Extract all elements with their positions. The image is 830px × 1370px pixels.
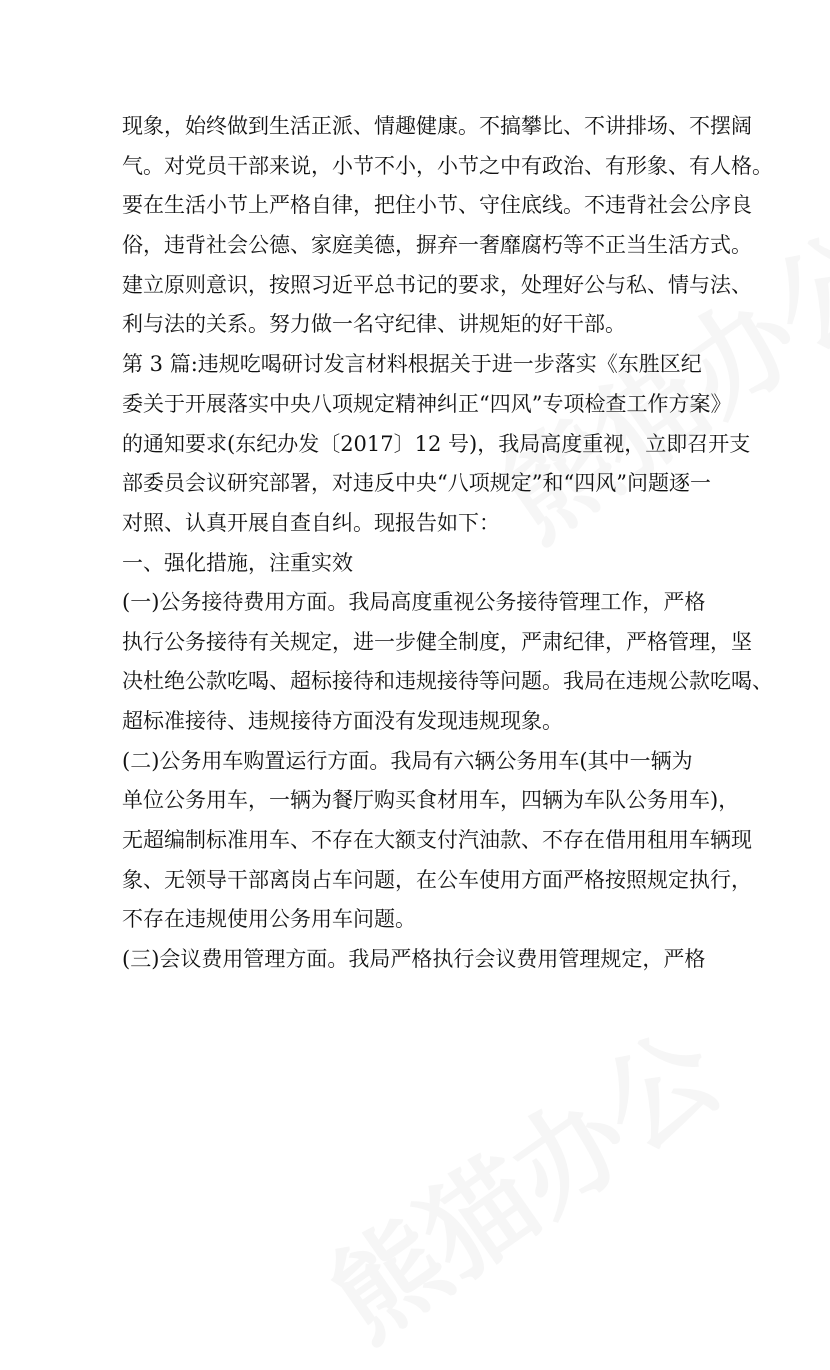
body-text-line: 现象，始终做到生活正派、情趣健康。不搞攀比、不讲排场、不摆阔 xyxy=(122,114,752,138)
body-text-line: 执行公务接待有关规定，进一步健全制度，严肃纪律，严格管理，坚 xyxy=(122,630,752,654)
body-text-line: (三)会议费用管理方面。我局严格执行会议费用管理规定，严格 xyxy=(122,947,706,971)
body-text-line: 委关于开展落实中央八项规定精神纠正“四风”专项检查工作方案》 xyxy=(122,392,732,416)
body-text-line: 决杜绝公款吃喝、超标接待和违规接待等问题。我局在违规公款吃喝、 xyxy=(122,669,773,693)
body-text-line: 对照、认真开展自查自纠。现报告如下： xyxy=(122,511,500,535)
body-text-line: 建立原则意识，按照习近平总书记的要求，处理好公与私、情与法、 xyxy=(122,273,752,297)
body-text-line: 象、无领导干部离岗占车问题，在公车使用方面严格按照规定执行， xyxy=(122,868,752,892)
body-text-line: 俗，违背社会公德、家庭美德，摒弃一奢靡腐朽等不正当生活方式。 xyxy=(122,233,752,257)
section-heading: 第 3 篇:违规吃喝研讨发言材料根据关于进一步落实《东胜区纪 xyxy=(122,352,702,376)
body-text-line: 气。对党员干部来说，小节不小，小节之中有政治、有形象、有人格。 xyxy=(122,154,773,178)
body-text-line: 的通知要求(东纪办发〔2017〕12 号)，我局高度重视，立即召开支 xyxy=(122,432,751,456)
body-text-line: 无超编制标准用车、不存在大额支付汽油款、不存在借用租用车辆现 xyxy=(122,828,752,852)
body-text-line: 要在生活小节上严格自律，把住小节、守住底线。不违背社会公序良 xyxy=(122,193,752,217)
body-text-line: 超标准接待、违规接待方面没有发现违规现象。 xyxy=(122,709,563,733)
body-text-line: 部委员会议研究部署，对违反中央“八项规定”和“四风”问题逐一 xyxy=(122,471,711,495)
subheading: 一、强化措施，注重实效 xyxy=(122,551,353,575)
body-text-line: 单位公务用车，一辆为餐厅购买食材用车，四辆为车队公务用车)， xyxy=(122,788,740,812)
body-text-line: 不存在违规使用公务用车问题。 xyxy=(122,907,416,931)
body-text-line: (二)公务用车购置运行方面。我局有六辆公务用车(其中一辆为 xyxy=(122,749,693,773)
body-text-line: (一)公务接待费用方面。我局高度重视公务接待管理工作，严格 xyxy=(122,590,706,614)
body-text-line: 利与法的关系。努力做一名守纪律、讲规矩的好干部。 xyxy=(122,312,626,336)
watermark xyxy=(294,988,745,1370)
